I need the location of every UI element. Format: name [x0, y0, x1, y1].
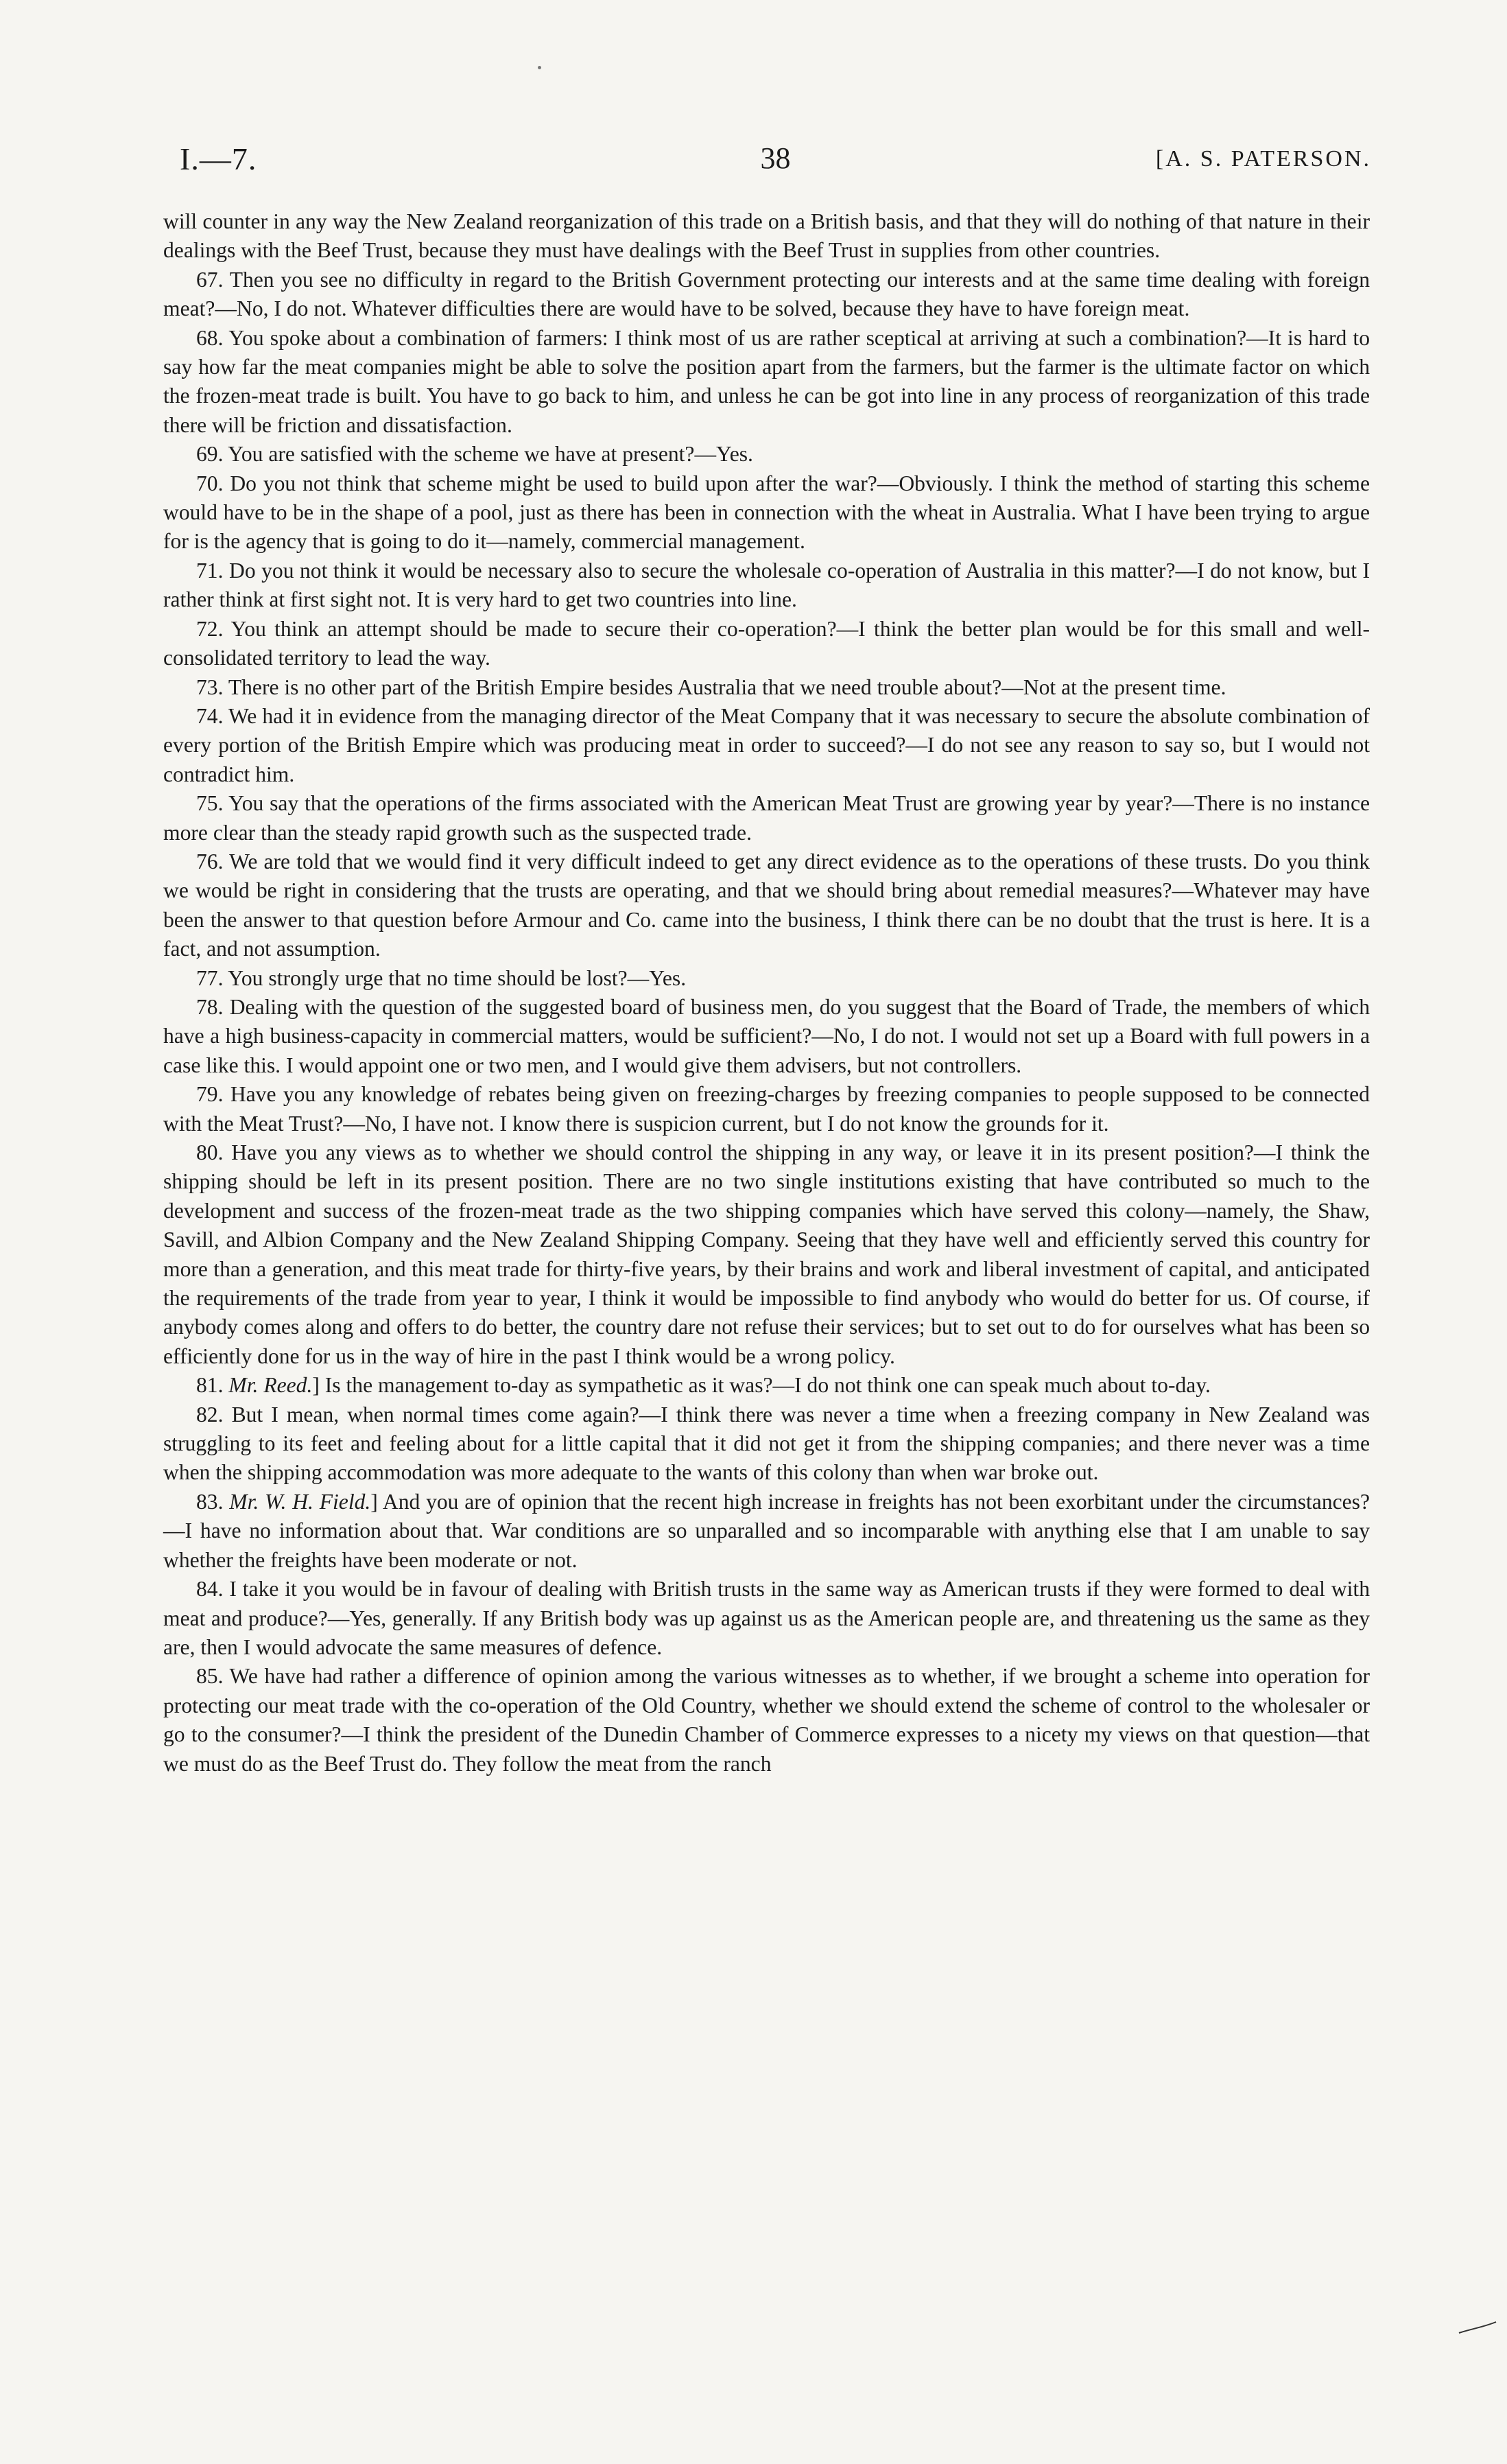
question-83: 83. Mr. W. H. Field.] And you are of opinion that the recent high increase in freights has not been exorbitant under the circumstances?—I have no information about that. War conditions are so unparalled and so incomparable with anything else that I am unable to say whether the freights have been moderate or not. [163, 1489, 1370, 1572]
question-72 [163, 615, 1370, 673]
paragraph-text: I take it you would be in favour of dealing with British trusts in the same way as American trusts if they were formed to deal with meat and produce?—Yes, generally. If any British body was up against us as the American people are, and threatening us the same as they are, then I would advocate the same measures of defence. [163, 1577, 1370, 1659]
question-number: 75. [196, 791, 224, 816]
question-70 [163, 469, 1370, 556]
paragraph-text: But I mean, when normal times come again?—I think there was never a time when a freezing company in New Zealand was struggling to its feet and feeling about for a little capital that it did not get it from the shipping companies; and there never was a time when the shipping accommodation was more adequate to the wants of this colony than when war broke out. [163, 1402, 1370, 1485]
question-number: 69. [196, 442, 224, 467]
speaker-name: Mr. W. H. Field. [229, 1489, 371, 1514]
paragraph-text: There is no other part of the British Empire besides Australia that we need trouble about?—Not at the present time. [228, 674, 1226, 699]
question-85 [163, 1662, 1370, 1779]
question-number: 84. [196, 1577, 224, 1601]
question-number: 74. [196, 703, 224, 728]
paragraph-text: Have you any views as to whether we should control the shipping in any way, or leave it in its present position?—I think the shipping should be left in its present position. There are no two single institutions existing that have contributed so much to the development and success of the frozen-meat trade as the two shipping companies which have served this colony—namely, the Shaw, Savill, and Albion Company and the New Zealand Shipping Company. Seeing that they have well and efficiently served this country for more than a generation, and this meat trade for thirty-five years, by their brains and work and liberal investment of capital, and anticipated the requirements of the trade from year to year, I think it would be impossible to find anybody who would do better for us. Of course, if anybody comes along and offers to do better, the country dare not refuse their services; but to set out to do for ourselves what has been so efficiently done for us in the way of hire in the past I think would be a wrong policy. [163, 1140, 1370, 1368]
witness-name: [A. S. PATERSON. [1155, 146, 1371, 172]
question-number: 81. [196, 1373, 224, 1398]
question-number: 72. [196, 616, 224, 641]
question-number: 67. [196, 267, 224, 292]
paragraph-text: We have had rather a difference of opinion among the various witnesses as to whether, if we brought a scheme into operation for protecting our meat trade with the co-operation of the Old Country, whether we should extend the scheme of control to the wholesaler or go to the consumer?—I think the president of the Dunedin Chamber of Commerce expresses to a nicety my views on that question—that we must do as the Beef Trust do. They follow the meat from the ranch [163, 1664, 1370, 1776]
question-69 [163, 440, 1370, 469]
question-number: 79. [196, 1082, 224, 1107]
question-67 [163, 266, 1370, 324]
question-81: 81. Mr. Reed.] Is the management to-day as sympathetic as it was?—I do not think one can speak much about to-day. [196, 1373, 1211, 1398]
question-79 [163, 1080, 1370, 1138]
paragraph-text: You spoke about a combination of farmers: I think most of us are rather sceptical at arriving at such a combination?—It is hard to say how far the meat companies might be able to solve the position apart from the farmers, but the farmer is the ultimate factor on which the frozen-meat trade is built. You have to go back to him, and unless he can be got into line in any process of reorganization of this trade there will be friction and dissatisfaction. [163, 325, 1370, 437]
question-number: 77. [196, 965, 224, 990]
paragraph-text: Do you not think it would be necessary also to secure the wholesale co-operation of Australia in this matter?—I do not know, but I rather think at first sight not. It is very hard to get two countries into line. [163, 558, 1370, 612]
question-number: 85. [196, 1664, 224, 1689]
paragraph-text: Dealing with the question of the suggested board of business men, do you suggest that the Board of Trade, the members of which have a high business-capacity in commercial matters, would be sufficient?—No, I do not. I would not set up a Board with full powers in a case like this. I would appoint one or two men, and I would give them advisers, but not controllers. [163, 994, 1370, 1077]
question-number: 68. [196, 325, 224, 350]
paragraph-text: Have you any knowledge of rebates being given on freezing-charges by freezing companies to people supposed to be connected with the Meat Trust?—No, I have not. I know there is suspicion current, but I do not know the grounds for it. [163, 1082, 1370, 1136]
speaker-name: Mr. Reed. [228, 1373, 313, 1398]
document-reference: I.—7. [180, 141, 257, 176]
page-number: 38 [760, 141, 791, 175]
question-number: 76. [196, 849, 224, 873]
question-number: 70. [196, 471, 224, 495]
question-82 [163, 1400, 1370, 1488]
question-78 [163, 993, 1370, 1080]
question-84 [163, 1575, 1370, 1662]
question-number: 73. [196, 674, 224, 699]
page-header [180, 141, 1371, 189]
question-73 [163, 673, 1370, 702]
paragraph-text: will counter in any way the New Zealand reorganization of this trade on a British basis, and that they will do nothing of that nature in their dealings with the Beef Trust, because they must have dealings with the Beef Trust in supplies from other countries. [163, 209, 1370, 263]
paragraph-text: You think an attempt should be made to secure their co-operation?—I think the better plan would be for this small and well-consolidated territory to lead the way. [163, 616, 1370, 670]
question-number: 80. [196, 1140, 224, 1164]
question-77 [163, 964, 1370, 993]
paragraph-text: Then you see no difficulty in regard to the British Government protecting our interests and at the same time dealing with foreign meat?—No, I do not. Whatever difficulties there are would have to be solved, because they have to have foreign meat. [163, 267, 1370, 321]
question-68 [163, 324, 1370, 441]
question-number: 83. [196, 1489, 224, 1514]
paragraph-text: Is the management to-day as sympathetic as it was?—I do not think one can speak much about to-day. [324, 1373, 1211, 1398]
question-71 [163, 556, 1370, 615]
question-number: 78. [196, 994, 224, 1019]
paragraph-text: And you are of opinion that the recent high increase in freights has not been exorbitant under the circumstances?—I have no information about that. War conditions are so unparalled and so incomparable with anything else that I am unable to say whether the freights have been moderate or not. [163, 1489, 1370, 1572]
question-76 [163, 847, 1370, 964]
paragraph-text: You are satisfied with the scheme we have at present?—Yes. [228, 442, 753, 467]
continued-paragraph [163, 207, 1370, 266]
pen-mark-icon [1458, 2312, 1499, 2340]
question-75 [163, 789, 1370, 847]
paragraph-text: We are told that we would find it very difficult indeed to get any direct evidence as to the operations of these trusts. Do you think we would be right in considering that the trusts are operating, and that we should bring about remedial measures?—Whatever may have been the answer to that question before Armour and Co. came into the business, I think there can be no doubt that the trust is here. It is a fact, and not assumption. [163, 849, 1370, 961]
question-80 [163, 1138, 1370, 1371]
paragraph-text: We had it in evidence from the managing director of the Meat Company that it was necessary to secure the absolute combination of every portion of the British Empire which was producing meat in order to succeed?—I do not see any reason to say so, but I would not contradict him. [163, 703, 1370, 786]
question-number: 71. [196, 558, 224, 583]
ink-speck [538, 66, 541, 69]
question-number: 82. [196, 1402, 224, 1427]
paragraph-text: You strongly urge that no time should be lost?—Yes. [228, 965, 687, 990]
paragraph-text: Do you not think that scheme might be used to build upon after the war?—Obviously. I think the method of starting this scheme would have to be in the shape of a pool, just as there has been in connection with the wheat in Australia. What I have been trying to argue for is the agency that is going to do it—namely, commercial management. [163, 471, 1370, 554]
body-text [163, 207, 1370, 1779]
paragraph-text: You say that the operations of the firms associated with the American Meat Trust are growing year by year?—There is no instance more clear than the steady rapid growth such as the suspected trade. [163, 791, 1370, 845]
question-74 [163, 702, 1370, 789]
